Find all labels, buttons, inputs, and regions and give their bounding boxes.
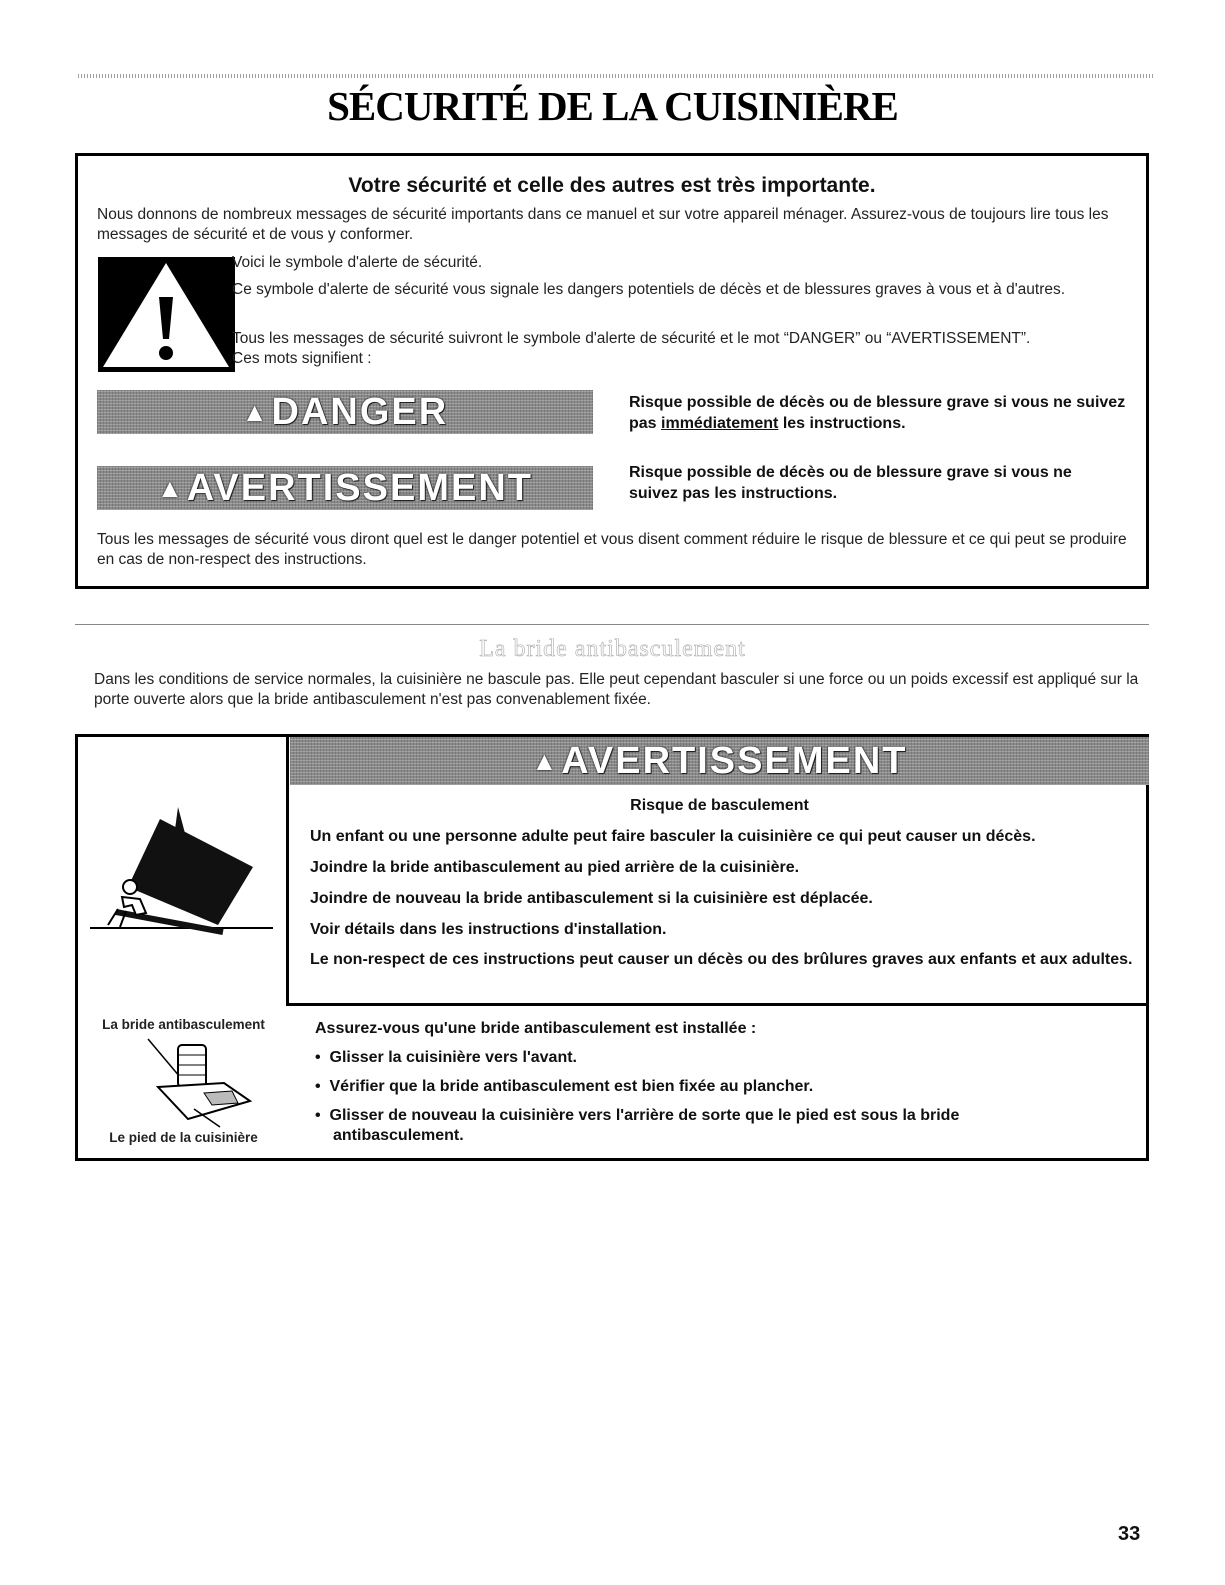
warning-line: Joindre la bride antibasculement au pied arrière de la cuisinière. — [310, 859, 800, 876]
warning-description: Risque possible de décès ou de blessure grave si vous ne suivez pas les instructions. — [629, 464, 1072, 502]
safety-notice-box — [75, 153, 1149, 589]
bracket-label: La bride antibasculement — [102, 1017, 265, 1032]
anti-tip-warning-label: AVERTISSEMENT — [561, 739, 908, 782]
warning-banner — [97, 466, 593, 510]
warning-line: Voir détails dans les instructions d'installation. — [310, 921, 667, 938]
bullet-item: • Vérifier que la bride antibasculement est bien fixée au plancher. — [315, 1078, 814, 1095]
hazard-title: Risque de basculement — [630, 797, 809, 814]
symbol-meaning: Ce symbole d'alerte de sécurité vous signale les dangers potentiels de décès et de blessures graves à vous et à d'autres. — [232, 281, 1066, 298]
danger-label: DANGER — [271, 390, 449, 433]
bullet-icon: • — [315, 1078, 321, 1095]
safety-closing: Tous les messages de sécurité vous diront quel est le danger potentiel et vous disent comment réduire le risque de blessure et ce qui peut se produire en cas de non-respect des instructions. — [97, 531, 1127, 568]
tipping-range-icon — [78, 737, 289, 1006]
top-dotted-rule — [78, 74, 1154, 78]
symbol-line: Voici le symbole d'alerte de sécurité. — [232, 254, 483, 271]
bullet-item: • Glisser la cuisinière vers l'avant. — [315, 1049, 577, 1066]
foot-label: Le pied de la cuisinière — [109, 1130, 258, 1145]
warning-line: Joindre de nouveau la bride antibasculement si la cuisinière est déplacée. — [310, 890, 873, 907]
tipping-illustration-cell — [78, 737, 289, 1006]
bullet-icon: • — [315, 1107, 321, 1124]
signal-words-text: Tous les messages de sécurité suivront le symbole d'alerte de sécurité et le mot “DANGER” ou “AVERTISSEMENT”. Ces mots signifient : — [232, 330, 1031, 367]
section-divider — [75, 624, 1149, 625]
page-number: 33 — [1118, 1523, 1141, 1545]
warning-line: Un enfant ou une personne adulte peut faire basculer la cuisinière ce qui peut causer un décès. — [310, 828, 1036, 845]
anti-tip-subtitle: La bride antibasculement — [479, 636, 746, 662]
warning-line: Le non-respect de ces instructions peut causer un décès ou des brûlures graves aux enfants et aux adultes. — [310, 951, 1133, 968]
bullet-item: • Glisser de nouveau la cuisinière vers l'arrière de sorte que le pied est sous la bride antibasculement. — [315, 1107, 960, 1144]
safety-heading: Votre sécurité et celle des autres est très importante. — [348, 174, 876, 197]
safety-intro: Nous donnons de nombreux messages de sécurité importants dans ce manuel et sur votre appareil ménager. Assurez-vous de toujours lire tous les messages de sécurité et de vous y conformer. — [97, 206, 1109, 243]
warning-triangle-icon: ▲ — [157, 472, 183, 503]
warning-triangle-icon: ▲ — [241, 396, 268, 427]
bracket-foot-icon — [128, 1037, 258, 1129]
box-divider — [289, 1003, 1149, 1006]
danger-description: Risque possible de décès ou de blessure grave si vous ne suivez pas immédiatement les instructions. — [629, 394, 1126, 432]
anti-tip-warning-box — [75, 734, 1149, 1161]
page-title: SÉCURITÉ DE LA CUISINIÈRE — [327, 83, 898, 129]
warning-triangle-icon: ▲ — [531, 745, 558, 776]
check-heading: Assurez-vous qu'une bride antibasculement est installée : — [315, 1020, 757, 1037]
anti-tip-warning-banner — [290, 737, 1149, 785]
anti-tip-intro: Dans les conditions de service normales, la cuisinière ne bascule pas. Elle peut cependant basculer si une force ou un poids excessif est appliqué sur la porte ouverte alors que la bride antibasculement n'est pas convenablement fixée. — [94, 671, 1139, 708]
bullet-icon: • — [315, 1049, 321, 1066]
danger-banner — [97, 390, 593, 434]
safety-alert-symbol-icon — [98, 257, 235, 372]
warning-label: AVERTISSEMENT — [186, 466, 533, 509]
